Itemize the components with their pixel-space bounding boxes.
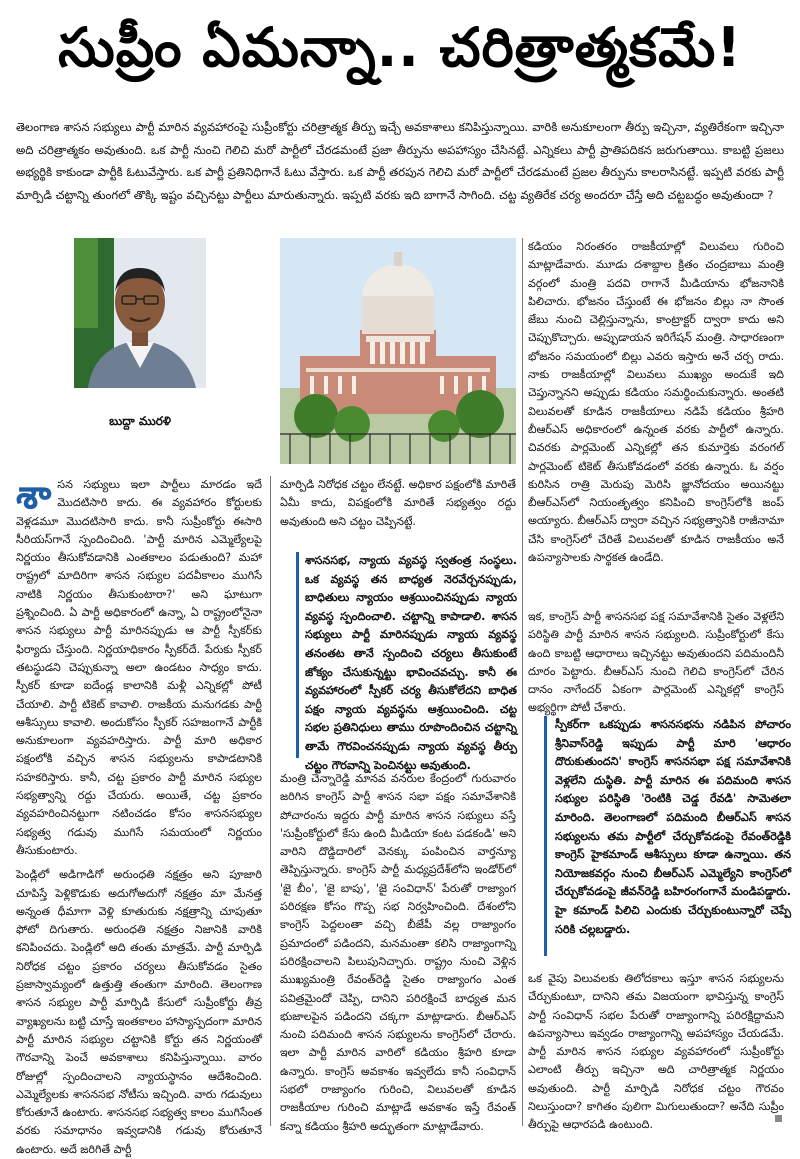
column-divider [522, 238, 523, 1126]
pull-quote: స్పీకర్‌గా ఒకప్పుడు శాసనసభను నడిపిన పోచారం శ్రీనివాస్‌రెడ్డి ఇప్పుడు పార్టీ మారి 'ఆధారం దొరుకుతుందని' కాంగ్రెస్ శాసనసభా పక్ష సమావేశానికి వెళ్లలేని దుస్థితి. పార్టీ మారిన ఈ పదిమంది శాసన సభ్యుల పరిస్థితి 'రెంటికి చెడ్డ రేవడి' సామెతలా మారింది. తెలంగాణలో పదిమంది బీఆర్ఎస్ శాసన సభ్యులను తమ పార్టీలో చేర్చుకోవడంపై రేవంత్‌రెడ్డికి కాంగ్రెస్ హైకమాండ్ ఆశీస్సులు కూడా ఉన్నాయి. తన నియోజకవర్గం నుంచి బీఆర్ఎస్ ఎమ్మెల్యేని కాంగ్రెస్‌లో చేర్చుకోవడంపై జీవన్‌రెడ్డి బహిరంగంగానే మండిపడ్డారు. హై కమాండ్ పిలిచి ఎందుకు చేర్చుకుంటున్నారో చెప్పే సరికి చల్లబడ్డారు. [544, 716, 791, 956]
article-column-1 [16, 472, 262, 1156]
author-photo [74, 238, 206, 388]
paragraph: సన సభ్యులు ఇలా పార్టీలు మారడం ఇదే మొదటిసారి కాదు. ఈ వ్యవహారం కోర్టులకు వెళ్లడమూ మొదటిసారి కాదు. కానీ సుప్రీంకోర్టు ఈసారి సీరియస్‌గానే స్పందించింది. 'పార్టీ మారిన ఎమ్మెల్యేలపై నిర్ణయం తీసుకోవడానికి ఎంతకాలం పడుతుంది? మహా రాష్ట్రలో మాదిరిగా శాసన సభ్యుల పదవీకాలం ముగిసే నాటికి నిర్ణయం తీసుకుంటారా?' అని ఘాటుగా ప్రశ్నించింది. ఏ పార్టీ అధికారంలో ఉన్నా, ఏ రాష్ట్రంలోనైనా శాసన సభ్యులు పార్టీ మారినప్పుడు ఆ పార్టీ స్పీకర్‌కు ఫిర్యాదు చేస్తుంది. నిర్ణయాధికారం స్పీకర్‌దే. పేరుకు స్పీకర్ తటస్థుడని చెప్పుకున్నా అలా ఉండటం సాధ్యం కాదు. స్పీకర్ కూడా ఐదేండ్ల కాలానికి మళ్లీ ఎన్నికల్లో పోటీ చేయాలి. పార్టీ టికెట్ కావాలి. రాజకీయ మనుగడకు పార్టీ ఆశీస్సులు కావాలి. అందుకోసం స్పీకర్ సహజంగానే పార్టీకి అనుకూలంగా వ్యవహరిస్తారు. పార్టీ మారి అధికార పక్షంలోకి వచ్చిన శాసన సభ్యులను కాపాడటానికి సహకరిస్తారు. కానీ, చట్ట ప్రకారం పార్టీ మారిన సభ్యుల సభ్యత్వాన్ని రద్దు చేయరు. అయితే, చట్ట ప్రకారం వ్యవహరించినట్టుగా నటించడం కోసం శాసనసభ్యుల సభ్యత్వ గడువు ముగిసే సమయంలో నిర్ణయం తీసుకుంటారు. [16, 478, 262, 857]
intro-paragraph: తెలంగాణ శాసన సభ్యులు పార్టీ మారిన వ్యవహారంపై సుప్రీంకోర్టు చరిత్రాత్మక తీర్పు ఇచ్చే అవకాశాలు కనిపిస్తున్నాయి. వారికి అనుకూలంగా తీర్పు ఇచ్చినా, వ్యతిరేకంగా ఇచ్చినా అది చరిత్రాత్మకం అవుతుంది. ఒక పార్టీ నుంచి గెలిచి మరో పార్టీలో చేరడమంటే ప్రజా తీర్పును అపహాస్యం చేసినట్టే. ఎన్నికలు పార్టీ ప్రాతిపదికన జరుగుతాయి. కాబట్టి ప్రజలు అభ్యర్థికి కాకుండా పార్టీకి ఓటువేస్తారు. ఒక పార్టీ ప్రతినిధిగానే ఓటు వేస్తారు. ఒక పార్టీ తరపున గెలిచి మరో పార్టీలో చేరడమంటే ప్రజల తీర్పును కాలరాసినట్టే. ఇప్పటి వరకు పార్టీ మార్పిడి చట్టాన్ని తుంగలో తొక్కి ఇష్టం వచ్చినట్టు పార్టీలు మారుతున్నారు. ఇప్పటి వరకు ఇది బాగానే సాగింది. చట్ట వ్యతిరేక చర్య అందరూ చేస్తే అది చట్టబద్ధం అవుతుందా ? [16, 120, 784, 202]
paragraph: పెండ్లిలో అడిగాడిగో అరుంధతి నక్షత్రం అని పూజారి చూపిస్తే పెళ్లికొడుకు అదుగోఅదుగో నక్షత్రం మా మేనత్త అన్నంత ధీమాగా వెళ్లి కూతురుకు నక్షత్రాన్ని చూపుతూ ఫోటో దిగుతారు. అరుంధతి నక్షత్రం నిజానికి వారికి కనిపించదు. పెండ్లిలో అది తంతు మాత్రమే. పార్టీ మార్పిడి నిరోధక చట్టం ప్రకారం చర్యలు తీసుకోవడం సైతం ప్రజాస్వామ్యంలో ఉత్తుత్తి తంతుగా మారింది. తెలంగాణ శాసన సభ్యుల పార్టీ మార్పిడి కేసులో సుప్రీంకోర్టు తీవ్ర వ్యాఖ్యలను బట్టి చూస్తే ఇంతకాలం హాస్యాస్పదంగా మారిన పార్టీ మారిన సభ్యుల చట్టానికి కోర్టు తన నిర్ణయంతో గౌరవాన్ని పెంచే అవకాశాలు కనిపిస్తున్నాయి. వారం రోజుల్లో స్పందించాలని న్యాయస్థానం ఆదేశించింది. ఎమ్మెల్యేలకు శాసనసభ నోటీసు ఇచ్చింది. వారు గడువులు కోరుతూనే ఉంటారు. శాసనసభ సభ్యత్వ కాలం ముగిసేంత వరకు సమాధానం ఇవ్వడానికి గడువు కోరుతూనే ఉంటారు. అదే జరిగితే పార్టీ [16, 868, 262, 1156]
article-column-3-bottom: ఒక వైపు విలువలకు తిలోదకాలు ఇస్తూ శాసన సభ్యులను చేర్చుకుంటూ, దానిని తమ విజయంగా భావిస్తున్న కాంగ్రెస్ పార్టీ సంవిధాన్ సభల పేరుతో రాజ్యాంగాన్ని పరిరక్షిద్దామని ఉపన్యాసాలు ఇవ్వడం రాజ్యాంగాన్ని అపహాస్యం చేయడమే. పార్టీ మారిన శాసన సభ్యుల వ్యవహారంలో సుప్రీంకోర్టు ఎలాంటి తీర్పు ఇచ్చినా అది చారిత్రాత్మక నిర్ణయం అవుతుంది. పార్టీ మార్పిడి నిరోధక చట్టం గౌరవం నిలుస్తుందా? కాగితం పులిగా మిగులుతుందా? అనేది సుప్రీం తీర్పుపై ఆధారపడి ఉంటుంది. [528, 972, 784, 1132]
article-column-3-top: కడియం నిరంతరం రాజకీయాల్లో విలువలు గురించి మాట్లాడేవారు. మూడు దశాబ్దాల క్రితం చంద్రబాబు మంత్రి వర్గంలో మంత్రి పదవి రాగానే మీడియాను భోజనానికి పిలిచారు. భోజనం చేస్తుంటే ఈ భోజనం బిల్లు నా సొంత జేబు నుంచి చెల్లిస్తున్నాను, కాంట్రాక్టర్ ద్వారా కాదు అని చెప్పుకొచ్చారు. అప్పుడాయన ఇరిగేషన్ మంత్రి. సాధారణంగా భోజనం సమయంలో బిల్లు ఎవరు ఇస్తారు అనే చర్చ రాదు. నాకు రాజకీయాల్లో విలువలు ముఖ్యం అందుకే ఇది చెప్తున్నానని అప్పుడు కడియం సమర్థించుకున్నారు. అంతటి విలువలతో కూడిన రాజకీయాలు నడిపే కడియం శ్రీహరి బీఆర్ఎస్ అధికారంలో ఉన్నంత వరకు పార్టీలో ఉన్నారు. చివరకు పార్లమెంట్ ఎన్నికల్లో తన కుమార్తెకు వరంగల్ పార్లమెంట్ టికెట్ తీసుకోవడంలో వరకు ఉన్నారు. ఓ వర్షం కురిసిన రాత్రి మెరుపు మెరిసి జ్ఞానోదయం అయినట్టు బీఆర్ఎస్‌లో నియంతృత్వం కనిపించి కాంగ్రెస్‌లోకి జంప్ అయ్యారు. బీఆర్ఎస్ ద్వారా వచ్చిన సభ్యత్వానికి రాజీనామా చేసి కాంగ్రెస్‌లో చేరితే విలువలతో కూడిన రాజకీయం అనే ఉపన్యాసాలకు సార్థకత ఉండేది. [528, 240, 784, 565]
article-column-2-top: మార్పిడి నిరోధక చట్టం లేనట్టే. అధికార పక్షంలోకి మారితే ఏమీ కాదు, విపక్షంలోకి మారితే సభ్యత్వం రద్దు అవుతుంది అని చట్టం చెప్పినట్టే. [280, 478, 516, 528]
article-column-3-middle: ఇక, కాంగ్రెస్ పార్టీ శాసనసభ పక్ష సమావేశానికి సైతం వెళ్లలేని పరిస్థితి పార్టీ మారిన శాసన సభ్యులది. సుప్రీంకోర్టులో కేసు ఉంది కాబట్టి ఆధారాలు ఇచ్చినట్టు అవుతుందని పదిమందినీ దూరం పెట్టారు. బీఆర్ఎస్ నుంచి గెలిచి కాంగ్రెస్‌లో చేరిన దానం నాగేందర్ ఏకంగా పార్లమెంట్ ఎన్నికల్లో కాంగ్రెస్ అభ్యర్థిగా పోటీ చేశారు. [528, 610, 784, 715]
supreme-court-image [280, 238, 516, 464]
drop-cap: శా [16, 472, 52, 518]
pull-quote: శాసనసభ, న్యాయ వ్యవస్థ స్వతంత్ర సంస్థలు. ఒక వ్యవస్థ తన బాధ్యత నెరవేర్చనప్పుడు, బాధితులు న్యాయం ఆశ్రయించినప్పుడు న్యాయ వ్యవస్థ స్పందించాలి. చట్టాన్ని కాపాడాలి. శాసన సభ్యులు పార్టీ మారినప్పుడు న్యాయ వ్యవస్థ తనంతట తానే స్పందించి చర్యలు తీసుకుంటే జోక్యం చేసుకున్నట్టు భావించవచ్చు. కానీ ఈ వ్యవహారంలో స్పీకర్ చర్య తీసుకోలేదని బాధిత పక్షం న్యాయ వ్యవస్థను ఆశ్రయించింది. చట్ట సభల ప్రతినిధులు తాము రూపొందించిన చట్టాన్ని తామే గౌరవించనప్పుడు న్యాయ వ్యవస్థ తీర్పు చట్టం గౌరవాన్ని పెంచినట్టు అవుతుంది. [296, 552, 517, 758]
article-column-2-bottom: మంత్రి చెన్నారెడ్డి మానవ వనరుల కేంద్రంలో గురువారం జరిగిన కాంగ్రెస్ పార్టీ శాసన సభా పక్షం సమావేశానికి పోచారంను ఇద్దరు పార్టీ మారిన శాసన సభ్యులు వస్తే 'సుప్రీంకోర్టులో కేసు ఉంది మీడియా కంట పడకండి' అని వారిని దొడ్డిదారిలో వెనక్కు పంపించిన వార్తన్యూ తెప్పిస్తున్నారు. కాంగ్రెస్ పార్టీ మధ్యప్రదేశ్‌లోని ఇండోర్‌లో 'జై బీం', 'జై బాపు', 'జై సంవిధాన్' పేరుతో రాజ్యాంగ పరిరక్షణ కోసం గొప్ప సభ నిర్వహించింది. దేశంలోని కాంగ్రెస్ పెద్దలంతా వచ్చి బీజేపీ వల్ల రాజ్యాంగం ప్రమాదంలో పడిందని, మనమంతా కలిసి రాజ్యాంగాన్ని పరిరక్షించాలని పిలుపునిచ్చారు. రాష్ట్రం నుంచి వెళ్లిన ముఖ్యమంత్రి రేవంత్‌రెడ్డి సైతం రాజ్యాంగం ఎంత పవిత్రమైందో చెప్పి, దానిని పరిరక్షించే బాధ్యత మన భుజాలపైన పడిందని చక్కగా మాట్లాడారు. బీఆర్ఎస్ నుంచి పదిమంది శాసన సభ్యులను కాంగ్రెస్‌లో చేరారు. ఇలా పార్టీ మారిన వారిలో కడియం శ్రీహరి కూడా ఉన్నారు. కాంగ్రెస్ అవకాశం ఇవ్వలేదు కానీ సంవిధాన్ సభలో రాజ్యాంగం గురించి, విలువలతో కూడిన రాజకీయాల గురించి మాట్లాడే అవకాశం ఇస్తే రేవంత్ కన్నా కడియం శ్రీహరి అద్భుతంగా మాట్లాడేవారు. [280, 772, 516, 1133]
end-mark-icon [775, 1115, 782, 1122]
headline: సుప్రీం ఏమన్నా.. చరిత్రాత్మకమే! [58, 15, 742, 79]
column-divider [270, 476, 271, 1126]
author-byline: బుద్దా మురళి [109, 414, 171, 428]
